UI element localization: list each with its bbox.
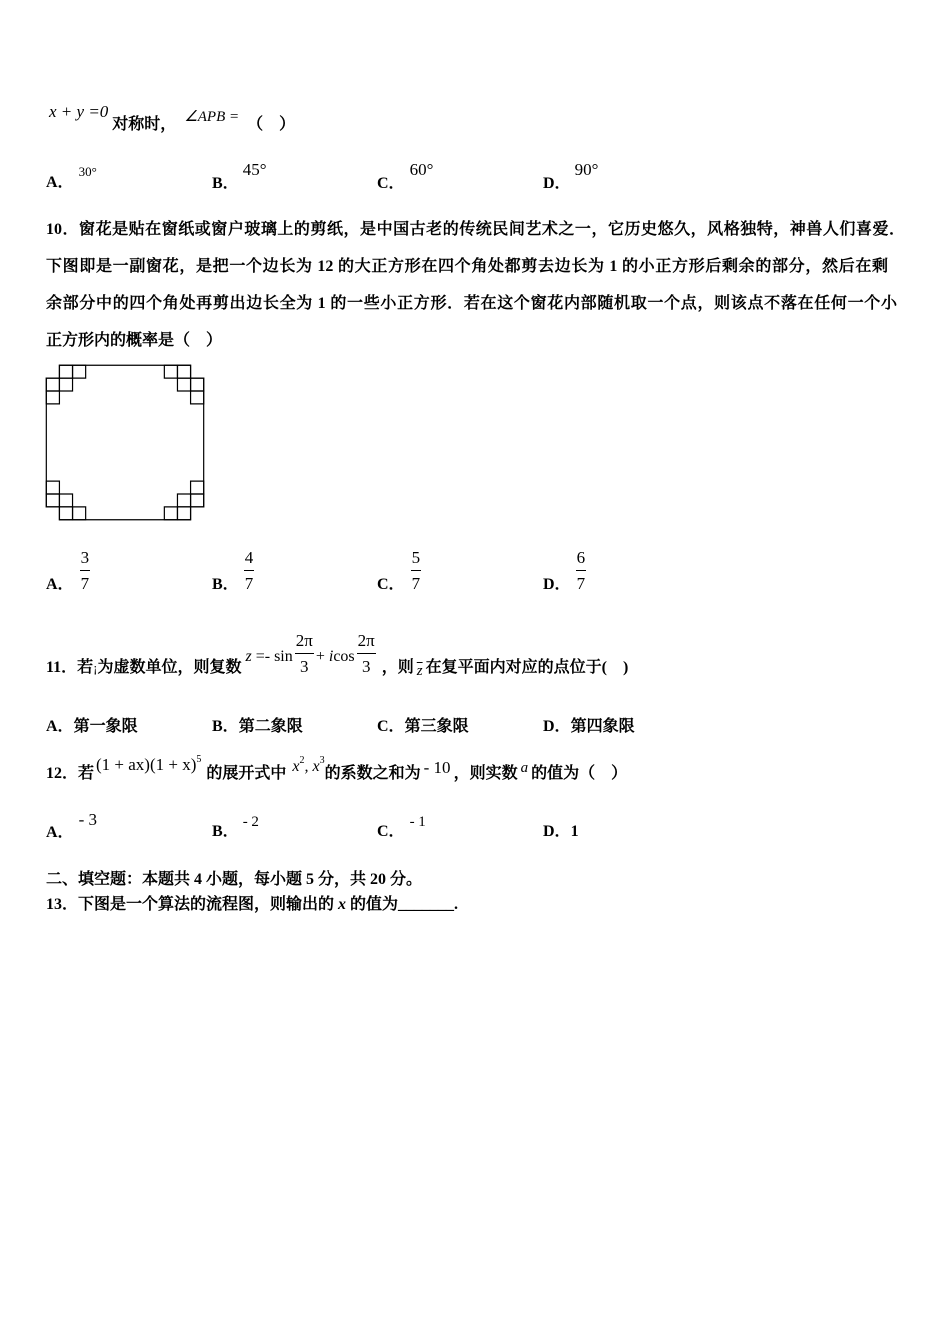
q12-option-a xyxy=(46,810,97,842)
corner-small-square xyxy=(73,507,86,520)
q13-question-line xyxy=(46,895,458,915)
corner-small-square xyxy=(59,507,72,520)
q13-x-variable: x xyxy=(338,896,347,913)
fraction-denominator: 7 xyxy=(244,574,254,593)
q10-text-line-2: 下图即是一副窗花，是把一个边长为 12 的大正方形在四个角处都剪去边长为 1 的小正方形后剩余的部分，然后在剩 xyxy=(46,258,888,275)
x-power-2: 2 xyxy=(299,755,305,766)
option-label: B． xyxy=(212,576,239,593)
equals-minus-sin: =- sin xyxy=(255,648,293,665)
q11-option-a xyxy=(46,717,138,737)
option-value: 1 xyxy=(570,823,579,840)
option-fraction xyxy=(576,545,587,596)
corner-small-square xyxy=(164,365,177,378)
fraction-numerator: 6 xyxy=(576,545,587,571)
corner-small-square xyxy=(59,378,72,391)
q13-text-2: 的值为_______. xyxy=(350,896,459,913)
corner-small-square xyxy=(59,365,72,378)
fraction-2pi-over-3 xyxy=(357,628,376,679)
q11-prefix: 11．若 xyxy=(46,659,94,676)
option-label: D． xyxy=(543,175,571,192)
z-variable: z xyxy=(245,648,252,665)
fraction-numerator: 4 xyxy=(244,545,255,571)
corner-small-squares xyxy=(46,365,203,519)
binomial-power: 5 xyxy=(196,754,202,765)
conjugate-z: $\overline{z}$ xyxy=(416,663,423,679)
q10-option-c xyxy=(377,548,423,595)
corner-small-square xyxy=(177,494,190,507)
corner-small-square xyxy=(46,391,59,404)
fraction-denominator: 7 xyxy=(576,574,586,593)
option-value: - 1 xyxy=(409,814,426,830)
corner-small-square xyxy=(191,481,204,494)
angle-apb-expression: ∠APB = xyxy=(184,109,240,125)
q11-option-c xyxy=(377,717,469,737)
x-separator: , x xyxy=(304,758,320,775)
q12-text-1: 的展开式中 xyxy=(206,765,287,782)
q12-prefix: 12．若 xyxy=(46,765,95,782)
corner-small-square xyxy=(177,365,190,378)
corner-small-square xyxy=(73,365,86,378)
corner-small-square xyxy=(191,494,204,507)
option-value: 60° xyxy=(409,160,434,179)
plus-sign: + xyxy=(315,648,325,665)
q11-option-d xyxy=(543,717,635,737)
fraction-numerator: 2π xyxy=(295,628,314,654)
corner-small-square xyxy=(177,378,190,391)
a-variable: a xyxy=(520,760,529,776)
option-text: 第四象限 xyxy=(570,718,635,735)
q10-text-line-1: 10．窗花是贴在窗纸或窗户玻璃上的剪纸，是中国古老的传统民间艺术之一，它历史悠久，风格独特，神兽人们喜爱． xyxy=(46,221,905,238)
option-label: C． xyxy=(377,823,405,840)
option-fraction xyxy=(80,545,91,596)
option-label: A． xyxy=(46,174,74,191)
option-label: D． xyxy=(543,718,571,735)
fraction-denominator: 3 xyxy=(361,657,371,676)
q10-option-b xyxy=(212,548,256,595)
option-value: 90° xyxy=(574,160,599,179)
q9-option-b xyxy=(212,160,267,193)
corner-small-square xyxy=(59,494,72,507)
q9-condition-line xyxy=(49,102,296,134)
option-label: A． xyxy=(46,576,74,593)
option-text: 第一象限 xyxy=(73,718,138,735)
corner-small-square xyxy=(46,378,59,391)
option-label: C． xyxy=(377,576,405,593)
corner-small-square xyxy=(164,507,177,520)
option-label: D． xyxy=(543,823,571,840)
q10-option-d xyxy=(543,548,588,595)
option-label: A． xyxy=(46,718,74,735)
q12-option-b xyxy=(212,814,259,842)
fraction-denominator: 3 xyxy=(300,657,309,676)
option-value: 30° xyxy=(78,164,97,179)
x-power-3: 3 xyxy=(319,755,325,766)
q11-option-b xyxy=(212,717,303,737)
fraction-denominator: 7 xyxy=(80,574,90,593)
option-label: B． xyxy=(212,175,239,192)
option-text: 第二象限 xyxy=(238,718,303,735)
symmetry-line-equation: x + y =0 xyxy=(49,102,109,121)
coefficient-sum: - 10 xyxy=(423,758,451,777)
q11-text-3: 在复平面内对应的点位于( ) xyxy=(425,659,629,676)
corner-small-square xyxy=(46,481,59,494)
option-label: C． xyxy=(377,718,405,735)
corner-small-square xyxy=(46,494,59,507)
window-flower-outline xyxy=(46,365,203,519)
window-flower-figure xyxy=(45,364,205,521)
x-variable: x xyxy=(292,758,300,775)
q12-text-2: 的系数之和为 xyxy=(324,765,421,782)
q12-option-c xyxy=(377,814,426,842)
fraction-2pi-over-3 xyxy=(295,628,314,679)
fraction-denominator: 7 xyxy=(411,574,421,593)
binomial-expression: (1 + ax)(1 + x) xyxy=(96,755,197,774)
option-label: B． xyxy=(212,718,239,735)
option-fraction xyxy=(411,545,422,596)
q12-option-d xyxy=(543,822,579,842)
corner-small-square xyxy=(191,378,204,391)
option-fraction xyxy=(244,545,255,596)
option-text: 第三象限 xyxy=(404,718,469,735)
option-label: B． xyxy=(212,823,239,840)
option-value: - 3 xyxy=(78,810,97,829)
corner-small-square xyxy=(177,507,190,520)
fraction-numerator: 5 xyxy=(411,545,422,571)
section-2-heading: 二、填空题：本题共 4 小题，每小题 5 分，共 20 分。 xyxy=(46,871,423,888)
q10-text-line-3: 余部分中的四个角处再剪出边长全为 1 的一些小正方形．若在这个窗花内部随机取一个点，则该点不落在任何一个小 xyxy=(46,295,897,312)
q11-text-1: 为虚数单位，则复数 xyxy=(97,659,242,676)
q12-question-line xyxy=(46,754,628,783)
q9-answer-paren: （ ） xyxy=(247,116,296,133)
option-label: C． xyxy=(377,175,405,192)
q10-option-a xyxy=(46,548,92,595)
fraction-numerator: 2π xyxy=(357,628,376,654)
q13-text-1: 13．下图是一个算法的流程图，则输出的 xyxy=(46,896,335,913)
corner-small-square xyxy=(191,391,204,404)
option-value: 45° xyxy=(242,160,267,179)
option-label: D． xyxy=(543,576,571,593)
fraction-numerator: 3 xyxy=(80,545,91,571)
imaginary-unit-symbol: ¡ xyxy=(93,660,98,675)
cos-function: cos xyxy=(333,648,355,665)
q9-option-c xyxy=(377,160,434,193)
q9-option-d xyxy=(543,160,599,193)
q12-text-3: ，则实数 xyxy=(453,765,518,782)
option-label: A． xyxy=(46,824,74,841)
q12-text-4: 的值为（ ） xyxy=(531,765,628,782)
q11-text-2: ，则 xyxy=(381,659,414,676)
option-value: - 2 xyxy=(242,814,259,830)
q10-text-line-4: 正方形内的概率是（ ） xyxy=(46,332,223,349)
i-variable: i xyxy=(328,648,334,665)
q9-option-a xyxy=(46,164,97,193)
q9-symmetry-text: 对称时， xyxy=(112,116,177,133)
